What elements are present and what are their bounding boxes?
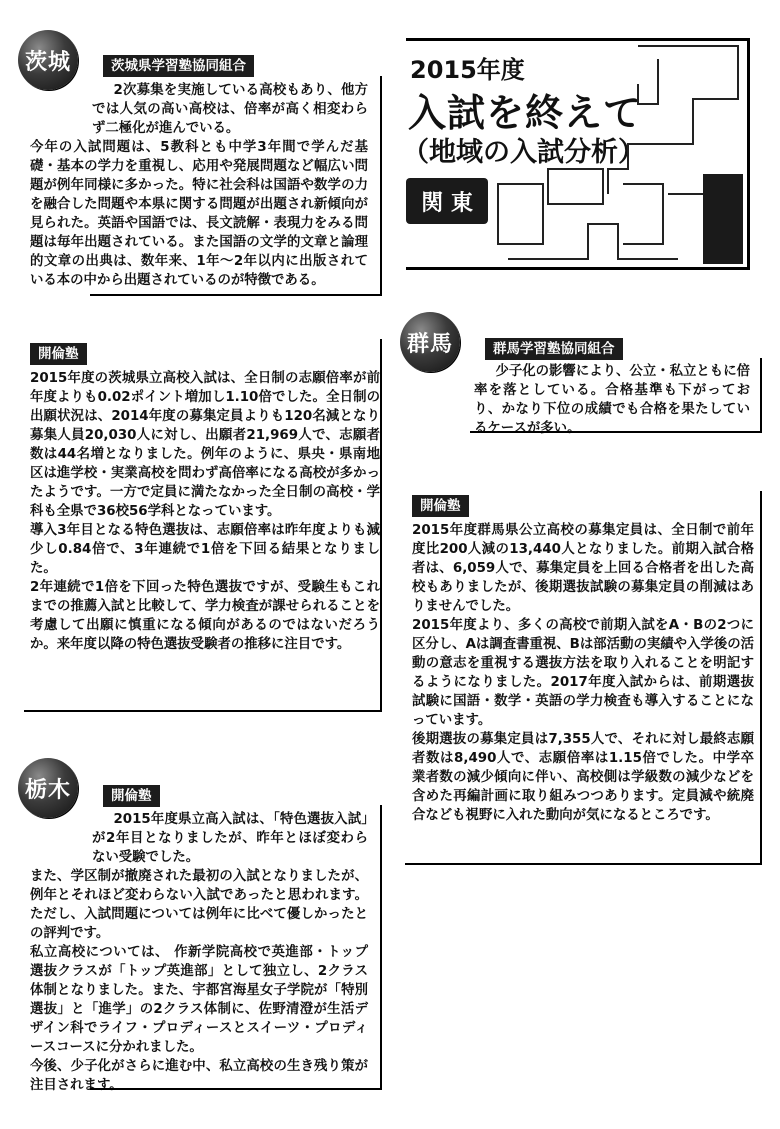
header-block xyxy=(398,38,750,270)
ibaraki-school-box xyxy=(24,339,382,712)
map-dark-block xyxy=(703,174,743,264)
gunma-badge: 群馬 xyxy=(400,312,460,372)
kanto-map-graphic xyxy=(488,44,746,266)
header-frame-top xyxy=(406,38,750,41)
header-subtitle: （地域の入試分析） xyxy=(402,137,645,168)
gunma-school-paragraph: 2015年度群馬県公立高校の募集定員は、全日制で前年度比200人減の13,440人となりました。前期入試合格者は、6,059人で、募集定員を上回る合格者を出した高校もありましたが、後期選抜試験の募集定員の削減はありませんでした。 xyxy=(412,523,754,614)
tochigi-paragraph: 2015年度県立高入試は、「特色選抜入試」が2年目となりましたが、昨年とほぼ変わらない受験でした。 xyxy=(92,812,368,865)
tochigi-badge: 栃木 xyxy=(18,758,78,818)
gunma-school-paragraph: 2015年度より、多くの高校で前期入試をA・Bの2つに区分し、Aは調査書重視、Bは部活動の実績や入学後の活動の意志を重視する選抜方法を取り入れることを明記するようになりました。2017年度入試からは、前期選抜試験に国語・数学・英語の学力検査も導入することになっています。 xyxy=(412,618,754,728)
region-text: 関 東 xyxy=(421,190,473,216)
gunma-org-paragraph: 少子化の影響により、公立・私立ともに倍率を落としている。合格基準も下がっており、かなり下位の成績でも合格を果たしているケースが多い。 xyxy=(474,364,750,436)
ibaraki-org-paragraph: 今年の入試問題は、5教科とも中学3年間で学んだ基礎・基本の学力を重視し、応用や発展問題など幅広い問題が例年同様に多かった。特に社会科は国語や数学の力を融合した問題や本県に関する問題が出題され新傾向が見られた。英語や国語では、長文読解・表現力をみる問題は毎年出題されている。また国語の文学的文章と論理的文章の出典は、数年来、1年〜2年以内に出版されている本の中から出題されているのが特徴である。 xyxy=(30,140,368,288)
ibaraki-school-paragraph: 2015年度の茨城県立高校入試は、全日制の志願倍率が前年度よりも0.02ポイント増加し1.10倍でした。全日制の出願状況は、2014年度の募集定員よりも120名減となり募集人員20,030人に対し、出願者21,969人で、志願者数は44名増となりました。例年のように、県央・県南地区は進学校・実業高校を問わず高倍率になる高校が多かったようです。一方で定員に満たなかった全日制の高校・学科も全県で36校56学科となっています。 xyxy=(30,371,380,519)
header-title: 入試を終えて xyxy=(408,91,643,135)
header-frame-right xyxy=(747,38,750,270)
header-frame-bottom xyxy=(406,267,750,270)
gunma-org-tag: 群馬学習塾協同組合 xyxy=(485,338,623,360)
ibaraki-org-paragraph: 2次募集を実施している高校もあり、他方では人気の高い高校は、倍率が高く相変わらず二極化が進んでいる。 xyxy=(92,83,368,136)
gunma-school-box xyxy=(405,491,762,865)
tochigi-school-tag: 開倫塾 xyxy=(103,785,160,807)
ibaraki-school-paragraph: 導入3年目となる特色選抜は、志願倍率は昨年度よりも減少し0.84倍で、3年連続で1倍を下回る結果となりました。 xyxy=(30,523,380,576)
ibaraki-school-paragraph: 2年連続で1倍を下回った特色選抜ですが、受験生もこれまでの推薦入試と比較して、学力検査が課せられることを考慮して出願に慎重になる傾向があるのではないだろうか。来年度以降の特色選抜受験者の推移に注目です。 xyxy=(30,580,380,652)
gunma-org-box xyxy=(470,358,762,433)
gunma-school-paragraph: 後期選抜の募集定員は7,355人で、それに対し最終志願者数は8,490人で、志願倍率は1.15倍でした。中学卒業者数の減少傾向に伴い、高校側は学級数の減少などを含めた再編計画に取り組みつつあります。定員減や統廃合なども視野に入れた動向が気になるところです。 xyxy=(412,732,754,823)
tochigi-paragraph: また、学区制が撤廃された最初の入試となりましたが、例年とそれほど変わらない入試であったと思われます。ただし、入試問題については例年に比べて優しかったとの評判です。 xyxy=(30,869,368,941)
tochigi-paragraph: 私立高校については、 作新学院高校で英進部・トップ選抜クラスが「トップ英進部」として独立し、2クラス体制となりました。また、宇都宮海星女子学院が「特別選抜」と「進学」の2クラス体制に、佐野清澄が生活デザイン科でライフ・プロディースとスイーツ・プロディースコースに分かれました。 xyxy=(30,945,369,1055)
tochigi-paragraph: 今後、少子化がさらに進む中、私立高校の生き残り策が注目されます。 xyxy=(30,1059,368,1093)
region-label xyxy=(406,178,488,224)
header-year: 2015年度 xyxy=(410,56,525,84)
gunma-school-tag: 開倫塾 xyxy=(412,495,469,517)
ibaraki-org-box xyxy=(90,76,382,296)
ibaraki-org-tag: 茨城県学習塾協同組合 xyxy=(103,55,254,77)
ibaraki-school-tag: 開倫塾 xyxy=(30,343,87,365)
ibaraki-badge: 茨城 xyxy=(18,30,78,90)
tochigi-box xyxy=(90,805,382,1090)
